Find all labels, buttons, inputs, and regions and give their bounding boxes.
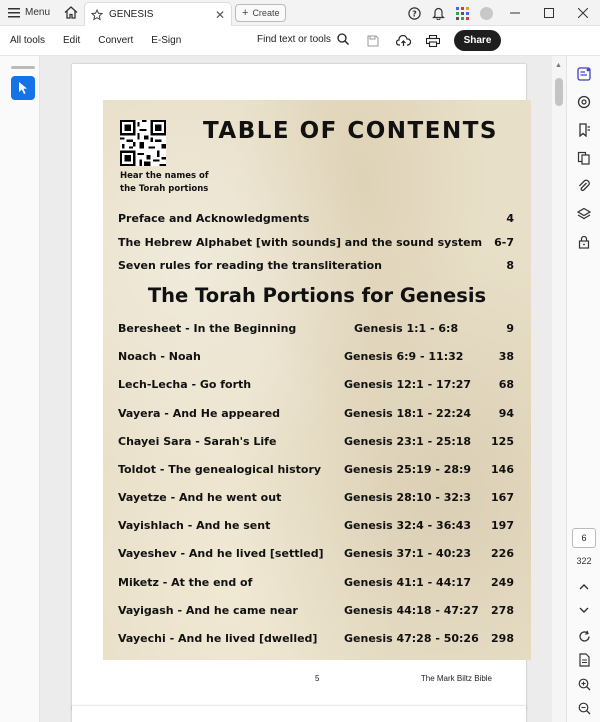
portion-reference: Genesis 23:1 - 25:18 [344, 435, 472, 448]
portion-page: 125 [491, 435, 514, 448]
page-footer-number: 5 [315, 674, 320, 683]
home-icon [64, 6, 78, 19]
pdf-page [72, 64, 526, 710]
star-icon[interactable] [91, 9, 103, 21]
portion-row[interactable] [118, 632, 514, 646]
main-toolbar [0, 26, 600, 56]
portion-name: Toldot - The genealogical history [118, 463, 322, 476]
portion-page: 68 [498, 378, 514, 391]
portion-name: Vayigash - And he came near [118, 604, 298, 617]
portion-name: Beresheet - In the Beginning [118, 322, 297, 335]
toc-row-alphabet[interactable] [118, 236, 514, 249]
minimize-button[interactable] [498, 0, 532, 26]
document-viewport[interactable] [40, 56, 552, 722]
lock-icon [577, 235, 591, 249]
portion-page: 94 [498, 407, 514, 420]
avatar [480, 7, 493, 20]
close-icon [578, 8, 588, 18]
find-label: Find text or tools [257, 33, 331, 45]
portion-reference: Genesis 25:19 - 28:9 [344, 463, 472, 476]
bookmark-icon [577, 123, 591, 137]
portion-page: 249 [491, 576, 514, 589]
portion-row[interactable] [118, 519, 514, 533]
toc-row-rules[interactable] [118, 259, 514, 272]
portion-row[interactable] [118, 547, 514, 561]
portion-reference: Genesis 47:28 - 50:26 [344, 632, 479, 645]
portion-row[interactable] [118, 435, 514, 449]
layers-button[interactable] [574, 204, 594, 224]
find-tools-button[interactable] [257, 33, 349, 45]
zoom-in-button[interactable] [574, 674, 594, 694]
next-pdf-page [72, 706, 526, 722]
scroll-up-icon[interactable]: ▲ [555, 62, 562, 69]
portion-reference: Genesis 32:4 - 36:43 [344, 519, 472, 532]
portion-page: 38 [498, 350, 514, 363]
home-button[interactable] [58, 0, 84, 26]
portion-reference: Genesis 41:1 - 44:17 [344, 576, 472, 589]
portion-reference: Genesis 6:9 - 11:32 [344, 350, 464, 363]
attachments-button[interactable] [574, 176, 594, 196]
tab-title: GENESIS [109, 9, 154, 20]
title-bar [0, 0, 600, 26]
portion-page: 167 [491, 491, 514, 504]
chevron-up-icon [579, 583, 589, 590]
maximize-button[interactable] [532, 0, 566, 26]
toc-entry-page: 6-7 [494, 236, 514, 249]
portion-row[interactable] [118, 350, 514, 364]
right-tool-rail [566, 56, 600, 722]
current-page-input[interactable]: 6 [572, 528, 596, 548]
parchment-background [103, 100, 531, 660]
print-button[interactable] [422, 30, 444, 52]
save-button[interactable] [362, 30, 384, 52]
bell-icon [432, 6, 445, 20]
toc-entry-title: The Hebrew Alphabet [with sounds] and the sound system [118, 236, 483, 249]
portion-name: Noach - Noah [118, 350, 201, 363]
portion-row[interactable] [118, 378, 514, 392]
help-button[interactable] [402, 0, 426, 26]
esign-menu[interactable]: E-Sign [151, 35, 182, 46]
portion-row[interactable] [118, 322, 514, 336]
zoom-in-icon [578, 678, 591, 691]
portion-reference: Genesis 1:1 - 6:8 [354, 322, 459, 335]
apps-grid-icon [456, 7, 469, 20]
scrollbar-thumb[interactable] [555, 78, 563, 106]
portion-reference: Genesis 18:1 - 22:24 [344, 407, 472, 420]
paperclip-icon [577, 179, 591, 193]
page-thumbnails-button[interactable] [574, 148, 594, 168]
apps-button[interactable] [450, 0, 474, 26]
tab-genesis[interactable] [84, 2, 232, 26]
copy-pages-icon [577, 151, 591, 165]
ai-assistant-button[interactable] [574, 64, 594, 84]
qr-caption [120, 170, 220, 196]
bookmarks-button[interactable] [574, 120, 594, 140]
toc-entry-title: Preface and Acknowledgments [118, 212, 310, 225]
portion-row[interactable] [118, 576, 514, 590]
create-label: Create [252, 8, 280, 18]
save-icon [367, 35, 379, 47]
page-fit-icon [578, 653, 591, 667]
close-tab-icon[interactable]: ✕ [214, 7, 225, 22]
qr-caption-line: Hear the names of [120, 171, 209, 181]
protect-button[interactable] [574, 232, 594, 252]
notifications-button[interactable] [426, 0, 450, 26]
portion-page: 197 [491, 519, 514, 532]
portion-page: 298 [491, 632, 514, 645]
page-footer-book-title: The Mark Biltz Bible [420, 674, 492, 683]
rotate-button[interactable] [574, 626, 594, 646]
toc-entry-page: 8 [506, 259, 514, 272]
portion-row[interactable] [118, 491, 514, 505]
maximize-icon [544, 8, 554, 18]
plus-icon: + [242, 7, 249, 19]
account-button[interactable] [474, 0, 498, 26]
portion-name: Chayei Sara - Sarah's Life [118, 435, 277, 448]
rotate-icon [578, 630, 591, 643]
portion-row[interactable] [118, 463, 514, 477]
search-icon [337, 33, 349, 45]
toc-row-preface[interactable] [118, 212, 514, 225]
rail-drag-handle[interactable] [11, 66, 35, 69]
vertical-scrollbar[interactable] [552, 56, 566, 722]
page-display-button[interactable] [574, 650, 594, 670]
cursor-arrow-icon [17, 81, 29, 95]
portion-name: Lech-Lecha - Go forth [118, 378, 252, 391]
portion-name: Vayetze - And he went out [118, 491, 282, 504]
portion-name: Vayeshev - And he lived [settled] [118, 547, 324, 560]
portion-name: Miketz - At the end of [118, 576, 253, 589]
comment-icon [577, 95, 591, 109]
portion-name: Vayera - And He appeared [118, 407, 281, 420]
portion-reference: Genesis 28:10 - 32:3 [344, 491, 472, 504]
all-tools-menu[interactable]: All tools [10, 35, 46, 46]
toc-entry-title: Seven rules for reading the transliteration [118, 259, 383, 272]
share-button[interactable]: Share [454, 30, 501, 51]
section-title: The Torah Portions for Genesis [147, 284, 487, 307]
portion-row[interactable] [118, 407, 514, 421]
menu-label: Menu [25, 7, 51, 18]
qr-code-icon [120, 120, 166, 166]
select-tool-button[interactable] [11, 76, 35, 100]
portion-row[interactable] [118, 604, 514, 618]
qr-caption-line: the Torah portions [120, 184, 209, 194]
upload-button[interactable] [392, 30, 414, 52]
toc-title: TABLE OF CONTENTS [203, 118, 498, 144]
menu-button[interactable] [0, 0, 58, 26]
portion-page: 226 [491, 547, 514, 560]
portion-page: 9 [506, 322, 514, 335]
layers-icon [577, 207, 591, 221]
portion-reference: Genesis 12:1 - 17:27 [344, 378, 472, 391]
portion-name: Vayechi - And he lived [dwelled] [118, 632, 318, 645]
left-tool-rail [0, 56, 40, 722]
toc-entry-page: 4 [506, 212, 514, 225]
ai-assistant-icon [577, 67, 591, 81]
comments-button[interactable] [574, 92, 594, 112]
convert-menu[interactable]: Convert [98, 35, 134, 46]
svg-text:?: ? [411, 8, 417, 18]
hamburger-icon [8, 8, 20, 18]
printer-icon [426, 35, 440, 47]
total-pages: 322 [576, 556, 592, 566]
portion-reference: Genesis 44:18 - 47:27 [344, 604, 479, 617]
edit-menu[interactable]: Edit [63, 35, 81, 46]
create-button[interactable] [235, 4, 286, 22]
portion-page: 278 [491, 604, 514, 617]
help-icon [408, 7, 421, 20]
portion-name: Vayishlach - And he sent [118, 519, 271, 532]
minimize-icon [510, 8, 520, 18]
zoom-out-button[interactable] [574, 698, 594, 718]
zoom-out-icon [578, 702, 591, 715]
previous-page-button[interactable] [574, 576, 594, 596]
portion-reference: Genesis 37:1 - 40:23 [344, 547, 472, 560]
portion-page: 146 [491, 463, 514, 476]
next-page-button[interactable] [574, 600, 594, 620]
chevron-down-icon [579, 607, 589, 614]
close-window-button[interactable] [566, 0, 600, 26]
cloud-upload-icon [396, 35, 411, 47]
